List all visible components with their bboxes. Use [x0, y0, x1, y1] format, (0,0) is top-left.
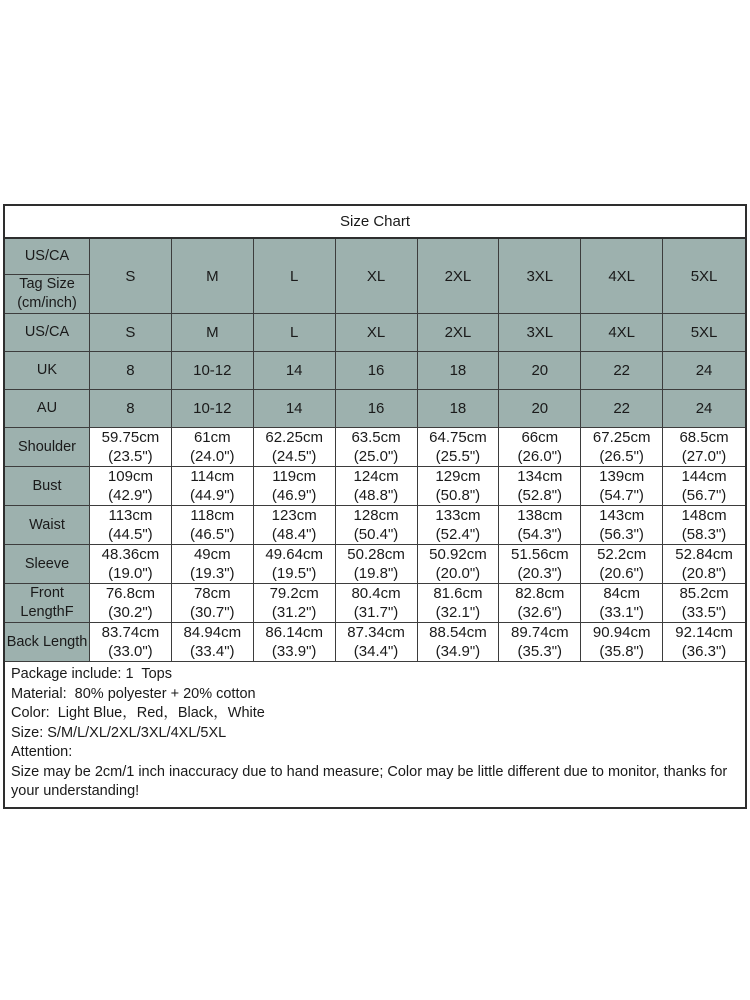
- size-value-cell: [418, 545, 500, 584]
- size-value-cell: [581, 467, 663, 506]
- table-row: [5, 584, 745, 623]
- size-value-cell: [90, 467, 172, 506]
- size-value-cell: [499, 623, 581, 662]
- size-value-cell: [663, 314, 745, 352]
- size-value-cell: [663, 506, 745, 545]
- cell-line: 67.25cm: [592, 429, 651, 446]
- size-value-cell: [172, 428, 254, 467]
- cell-line: M: [206, 324, 219, 341]
- cell-line: (50.8"): [435, 487, 481, 504]
- cell-line: (cm/inch): [17, 295, 77, 311]
- cell-line: 52.2cm: [597, 546, 647, 563]
- cell-line: 14: [285, 400, 303, 417]
- note-line: Size may be 2cm/1 inch inaccuracy due to hand measure; Color may be little different due to monitor, thanks for your understanding!: [11, 763, 732, 799]
- size-chart-title: Size Chart: [5, 206, 745, 239]
- cell-line: (35.3"): [517, 643, 563, 660]
- cell-line: (26.0"): [517, 448, 563, 465]
- size-value-cell: [581, 390, 663, 428]
- cell-line: 68.5cm: [679, 429, 729, 446]
- cell-line: (19.5"): [271, 565, 317, 582]
- cell-line: (52.8"): [517, 487, 563, 504]
- cell-line: 61cm: [193, 429, 231, 446]
- cell-line: 8: [126, 362, 135, 379]
- cell-line: (23.5"): [108, 448, 153, 465]
- cell-line: 89.74cm: [511, 624, 569, 641]
- note-line: Attention:: [11, 744, 73, 760]
- cell-line: (25.0"): [353, 448, 399, 465]
- size-value-cell: [336, 584, 418, 623]
- note-line: Package include: 1 Tops: [11, 666, 172, 682]
- cell-line: 66cm: [521, 429, 559, 446]
- size-value-cell: [581, 428, 663, 467]
- cell-line: S: [125, 324, 136, 341]
- cell-line: 52.84cm: [675, 546, 733, 563]
- size-value-cell: [581, 584, 663, 623]
- size-table: [5, 239, 745, 662]
- size-value-cell: [499, 390, 581, 428]
- cell-line: 48.36cm: [101, 546, 160, 563]
- table-row: [5, 545, 745, 584]
- size-value-cell: [336, 623, 418, 662]
- size-value-cell: [663, 584, 745, 623]
- size-value-cell: [663, 545, 745, 584]
- table-row: [5, 623, 745, 662]
- size-value-cell: [418, 467, 500, 506]
- size-value-cell: [663, 467, 745, 506]
- size-value-cell: [418, 584, 500, 623]
- cell-line: 134cm: [517, 468, 563, 485]
- size-value-cell: [499, 467, 581, 506]
- cell-line: (35.8"): [599, 643, 644, 660]
- cell-line: 78cm: [193, 585, 231, 602]
- size-value-cell: [172, 545, 254, 584]
- cell-line: (50.4"): [353, 526, 399, 543]
- cell-line: 8: [126, 400, 135, 417]
- cell-line: (44.9"): [190, 487, 235, 504]
- cell-line: 84cm: [603, 585, 641, 602]
- cell-line: 50.28cm: [347, 546, 405, 563]
- cell-line: XL: [366, 324, 386, 341]
- size-value-cell: [90, 506, 172, 545]
- size-value-cell: [418, 623, 500, 662]
- cell-line: 114cm: [190, 468, 235, 485]
- cell-line: 4XL: [608, 324, 636, 341]
- cell-line: (26.5"): [599, 448, 644, 465]
- size-value-cell: [418, 506, 500, 545]
- cell-line: 113cm: [108, 507, 153, 524]
- cell-line: 138cm: [517, 507, 563, 524]
- table-row: [5, 314, 745, 352]
- cell-line: 80.4cm: [351, 585, 401, 602]
- size-value-cell: [254, 352, 336, 390]
- cell-line: L: [290, 324, 299, 341]
- size-value-cell: [418, 390, 500, 428]
- cell-line: 133cm: [435, 507, 481, 524]
- cell-line: (58.3"): [681, 526, 727, 543]
- size-value-cell: [336, 545, 418, 584]
- corner-top-cell: US/CA: [5, 239, 89, 275]
- cell-line: 123cm: [271, 507, 317, 524]
- cell-line: 109cm: [107, 468, 153, 485]
- size-value-cell: [90, 584, 172, 623]
- size-value-cell: [499, 545, 581, 584]
- cell-line: 124cm: [353, 468, 399, 485]
- size-value-cell: [581, 545, 663, 584]
- size-value-cell: [254, 623, 336, 662]
- cell-line: 119cm: [272, 468, 317, 485]
- cell-line: (32.6"): [517, 604, 563, 621]
- note-line: Color: Light Blue，Red，Black，White: [11, 705, 265, 721]
- cell-line: (54.7"): [599, 487, 644, 504]
- cell-line: (33.5"): [681, 604, 727, 621]
- cell-line: (44.5"): [108, 526, 153, 543]
- cell-line: 24: [695, 362, 713, 379]
- cell-line: (19.3"): [190, 565, 235, 582]
- cell-line: 82.8cm: [515, 585, 565, 602]
- size-header-cell: S: [90, 239, 172, 314]
- size-value-cell: [581, 506, 663, 545]
- size-value-cell: [254, 390, 336, 428]
- size-value-cell: [418, 314, 500, 352]
- cell-line: (24.5"): [271, 448, 317, 465]
- size-value-cell: [663, 390, 745, 428]
- cell-line: 64.75cm: [429, 429, 487, 446]
- row-label-cell: Shoulder: [5, 428, 90, 467]
- cell-line: (19.8"): [353, 565, 399, 582]
- note-line: Material: 80% polyester + 20% cotton: [11, 685, 256, 702]
- note-line: Size: S/M/L/XL/2XL/3XL/4XL/5XL: [11, 724, 227, 741]
- cell-line: 85.2cm: [679, 585, 729, 602]
- size-value-cell: [254, 314, 336, 352]
- cell-line: (20.8"): [681, 565, 727, 582]
- cell-line: 128cm: [353, 507, 399, 524]
- size-chart-panel: [3, 204, 747, 809]
- cell-line: (34.9"): [435, 643, 481, 660]
- cell-line: 16: [367, 362, 385, 379]
- cell-line: (56.7"): [681, 487, 727, 504]
- cell-line: 5XL: [690, 324, 718, 341]
- size-header-cell: 3XL: [499, 239, 581, 314]
- row-label-cell: Bust: [5, 467, 90, 506]
- cell-line: (27.0"): [681, 448, 727, 465]
- cell-line: 14: [285, 362, 303, 379]
- cell-line: (36.3"): [681, 643, 727, 660]
- size-value-cell: [336, 506, 418, 545]
- corner-header-cell: [5, 239, 90, 314]
- size-value-cell: [254, 545, 336, 584]
- cell-line: (33.0"): [108, 643, 153, 660]
- size-value-cell: [172, 467, 254, 506]
- cell-line: 59.75cm: [101, 429, 160, 446]
- cell-line: 20: [531, 362, 549, 379]
- cell-line: 118cm: [190, 507, 235, 524]
- cell-line: 51.56cm: [511, 546, 569, 563]
- cell-line: 83.74cm: [101, 624, 160, 641]
- cell-line: 81.6cm: [433, 585, 483, 602]
- cell-line: 10-12: [193, 362, 232, 379]
- size-value-cell: [90, 623, 172, 662]
- cell-line: 139cm: [599, 468, 645, 485]
- cell-line: (30.2"): [108, 604, 153, 621]
- cell-line: 24: [695, 400, 713, 417]
- size-header-cell: XL: [336, 239, 418, 314]
- cell-line: (30.7"): [190, 604, 235, 621]
- table-header-row: [5, 239, 745, 314]
- cell-line: 148cm: [681, 507, 727, 524]
- cell-line: (31.7"): [353, 604, 399, 621]
- cell-line: (54.3"): [517, 526, 563, 543]
- cell-line: (46.5"): [190, 526, 235, 543]
- cell-line: 22: [613, 362, 631, 379]
- row-label-cell: AU: [5, 390, 90, 428]
- size-value-cell: [254, 584, 336, 623]
- cell-line: (56.3"): [599, 526, 644, 543]
- cell-line: (20.3"): [517, 565, 563, 582]
- table-row: [5, 506, 745, 545]
- size-value-cell: [499, 428, 581, 467]
- size-value-cell: [581, 314, 663, 352]
- cell-line: 10-12: [193, 400, 232, 417]
- size-value-cell: [254, 506, 336, 545]
- size-value-cell: [499, 506, 581, 545]
- cell-line: 84.94cm: [183, 624, 242, 641]
- cell-line: (33.4"): [190, 643, 235, 660]
- size-value-cell: [254, 467, 336, 506]
- cell-line: 129cm: [435, 468, 481, 485]
- size-value-cell: [336, 467, 418, 506]
- size-value-cell: [581, 623, 663, 662]
- size-header-cell: 5XL: [663, 239, 745, 314]
- size-value-cell: [172, 584, 254, 623]
- cell-line: Tag Size: [19, 276, 75, 292]
- cell-line: 143cm: [599, 507, 645, 524]
- cell-line: (32.1"): [435, 604, 481, 621]
- cell-line: 20: [531, 400, 549, 417]
- size-value-cell: [663, 428, 745, 467]
- size-value-cell: [499, 314, 581, 352]
- cell-line: 76.8cm: [105, 585, 156, 602]
- cell-line: (46.9"): [271, 487, 317, 504]
- size-value-cell: [336, 428, 418, 467]
- size-value-cell: [418, 428, 500, 467]
- cell-line: 63.5cm: [351, 429, 401, 446]
- cell-line: 90.94cm: [592, 624, 651, 641]
- cell-line: 86.14cm: [265, 624, 323, 641]
- size-header-cell: L: [254, 239, 336, 314]
- table-row: [5, 467, 745, 506]
- cell-line: 49.64cm: [265, 546, 323, 563]
- size-value-cell: [499, 352, 581, 390]
- cell-line: (48.8"): [353, 487, 399, 504]
- cell-line: 16: [367, 400, 385, 417]
- cell-line: 88.54cm: [429, 624, 487, 641]
- row-label-cell: Back Length: [5, 623, 90, 662]
- table-row: [5, 390, 745, 428]
- size-value-cell: [172, 506, 254, 545]
- size-value-cell: [254, 428, 336, 467]
- size-value-cell: [90, 314, 172, 352]
- size-value-cell: [336, 314, 418, 352]
- size-value-cell: [336, 390, 418, 428]
- cell-line: 18: [449, 400, 467, 417]
- row-label-cell: Sleeve: [5, 545, 90, 584]
- size-value-cell: [90, 545, 172, 584]
- size-value-cell: [172, 314, 254, 352]
- size-header-cell: 4XL: [581, 239, 663, 314]
- size-value-cell: [581, 352, 663, 390]
- size-value-cell: [172, 352, 254, 390]
- cell-line: (33.1"): [599, 604, 644, 621]
- row-label-cell: US/CA: [5, 314, 90, 352]
- size-value-cell: [172, 623, 254, 662]
- row-label-cell: Front LengthF: [5, 584, 90, 623]
- cell-line: 79.2cm: [269, 585, 319, 602]
- cell-line: (42.9"): [108, 487, 153, 504]
- cell-line: (20.6"): [599, 565, 644, 582]
- size-value-cell: [336, 352, 418, 390]
- cell-line: 2XL: [444, 324, 472, 341]
- cell-line: 144cm: [681, 468, 727, 485]
- size-value-cell: [90, 428, 172, 467]
- cell-line: (48.4"): [271, 526, 317, 543]
- size-header-cell: M: [172, 239, 254, 314]
- cell-line: 50.92cm: [429, 546, 487, 563]
- cell-line: (52.4"): [435, 526, 481, 543]
- cell-line: 87.34cm: [347, 624, 405, 641]
- table-row: [5, 352, 745, 390]
- cell-line: 62.25cm: [265, 429, 323, 446]
- size-value-cell: [90, 352, 172, 390]
- cell-line: (34.4"): [353, 643, 399, 660]
- table-row: [5, 428, 745, 467]
- size-value-cell: [90, 390, 172, 428]
- cell-line: 18: [449, 362, 467, 379]
- cell-line: 22: [613, 400, 631, 417]
- row-label-cell: Waist: [5, 506, 90, 545]
- cell-line: 3XL: [526, 324, 554, 341]
- notes-section: [5, 662, 745, 807]
- size-value-cell: [663, 623, 745, 662]
- cell-line: (33.9"): [271, 643, 317, 660]
- corner-bottom-cell: [5, 275, 89, 313]
- row-label-cell: UK: [5, 352, 90, 390]
- cell-line: (20.0"): [435, 565, 481, 582]
- size-header-cell: 2XL: [418, 239, 500, 314]
- cell-line: (24.0"): [190, 448, 235, 465]
- size-value-cell: [663, 352, 745, 390]
- cell-line: 92.14cm: [675, 624, 733, 641]
- size-value-cell: [172, 390, 254, 428]
- cell-line: (25.5"): [435, 448, 481, 465]
- cell-line: (31.2"): [271, 604, 317, 621]
- cell-line: (19.0"): [108, 565, 153, 582]
- size-value-cell: [418, 352, 500, 390]
- cell-line: 49cm: [193, 546, 231, 563]
- size-value-cell: [499, 584, 581, 623]
